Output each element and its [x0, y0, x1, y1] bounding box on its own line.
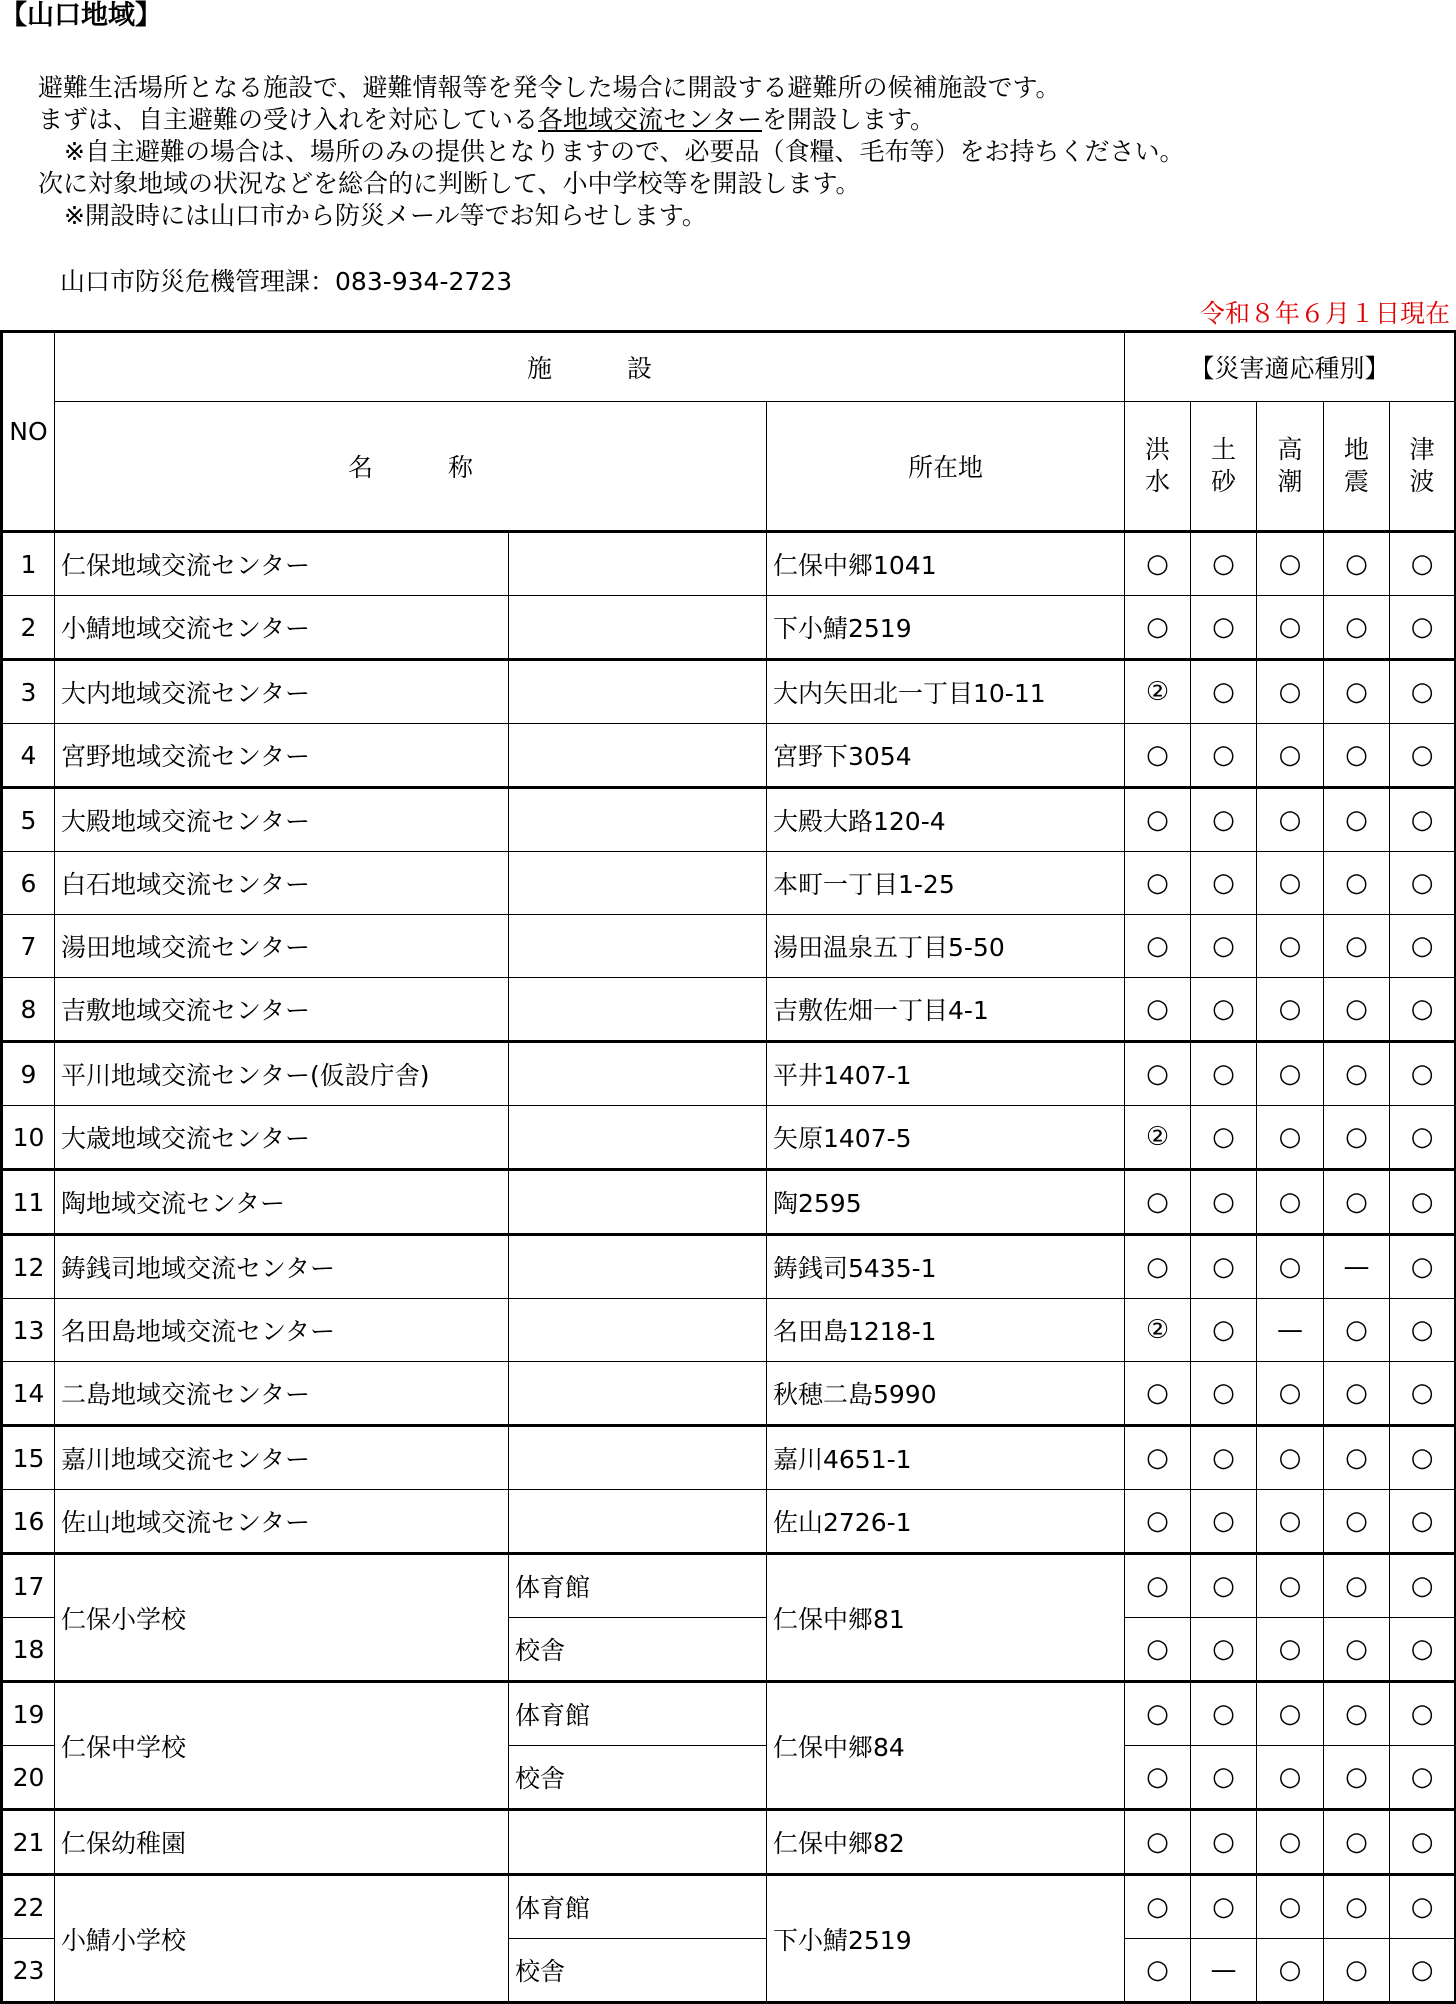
row-number: 22: [2, 1875, 55, 1939]
mark-flood: ○: [1125, 1490, 1191, 1554]
mark-tsunami: ○: [1390, 1810, 1456, 1875]
facility-building: [509, 724, 767, 788]
facility-name: 小鯖地域交流センター: [55, 596, 509, 660]
intro-line-2-post: を開設します。: [762, 105, 936, 134]
table-row: [2, 788, 1456, 852]
header-type-char: 波: [1409, 467, 1435, 496]
mark-storm-surge: —: [1257, 1299, 1324, 1362]
mark-tsunami: ○: [1390, 1554, 1456, 1618]
mark-storm-surge: ○: [1257, 1042, 1324, 1106]
header-type-char: 水: [1145, 467, 1171, 496]
mark-landslide: ○: [1191, 1618, 1257, 1682]
mark-landslide: ○: [1191, 1554, 1257, 1618]
mark-storm-surge: ○: [1257, 1875, 1324, 1939]
header-type-char: 土: [1211, 435, 1237, 464]
facility-building: [509, 1362, 767, 1426]
facility-building: [509, 978, 767, 1042]
mark-flood: ②: [1125, 660, 1191, 724]
table-row: [2, 1426, 1456, 1490]
mark-earthquake: ○: [1324, 1746, 1390, 1810]
mark-tsunami: ○: [1390, 596, 1456, 660]
row-number: 3: [2, 660, 55, 724]
mark-landslide: ○: [1191, 1490, 1257, 1554]
facility-name: 二島地域交流センター: [55, 1362, 509, 1426]
row-number: 19: [2, 1682, 55, 1746]
facility-building: [509, 1490, 767, 1554]
intro-line-3: ※自主避難の場合は、場所のみの提供となりますので、必要品（食糧、毛布等）をお持ちください。: [64, 137, 1185, 166]
facility-name: 陶地域交流センター: [55, 1170, 509, 1235]
mark-tsunami: ○: [1390, 852, 1456, 915]
facility-address: 陶2595: [767, 1170, 1125, 1235]
row-number: 12: [2, 1235, 55, 1299]
facility-address: 下小鯖2519: [767, 596, 1125, 660]
mark-earthquake: ○: [1324, 852, 1390, 915]
mark-earthquake: ○: [1324, 1362, 1390, 1426]
facility-building: [509, 1299, 767, 1362]
row-number: 2: [2, 596, 55, 660]
facility-building: [509, 1810, 767, 1875]
facility-address: 仁保中郷82: [767, 1810, 1125, 1875]
table-row: [2, 1554, 1456, 1618]
mark-storm-surge: ○: [1257, 1939, 1324, 2003]
mark-tsunami: ○: [1390, 1170, 1456, 1235]
facility-address: 大内矢田北一丁目10-11: [767, 660, 1125, 724]
mark-landslide: ○: [1191, 1170, 1257, 1235]
facility-building: [509, 660, 767, 724]
mark-storm-surge: ○: [1257, 1490, 1324, 1554]
mark-flood: ○: [1125, 915, 1191, 978]
shelter-table: [0, 330, 1456, 2004]
header-type-flood: [1125, 402, 1191, 532]
mark-flood: ②: [1125, 1106, 1191, 1170]
facility-building: 体育館: [509, 1554, 767, 1618]
table-row: [2, 1875, 1456, 1939]
mark-landslide: ○: [1191, 852, 1257, 915]
mark-storm-surge: ○: [1257, 1362, 1324, 1426]
mark-landslide: —: [1191, 1939, 1257, 2003]
as-of-date: 令和８年６月１日現在: [1199, 299, 1450, 328]
table-row: [2, 1170, 1456, 1235]
header-disaster-types: 【災害適応種別】: [1125, 332, 1456, 402]
row-number: 14: [2, 1362, 55, 1426]
mark-tsunami: ○: [1390, 788, 1456, 852]
facility-building: 体育館: [509, 1682, 767, 1746]
facility-building: [509, 532, 767, 596]
facility-address: 宮野下3054: [767, 724, 1125, 788]
mark-earthquake: ○: [1324, 1554, 1390, 1618]
header-facility: 施 設: [55, 332, 1125, 402]
mark-flood: ○: [1125, 1554, 1191, 1618]
row-number: 9: [2, 1042, 55, 1106]
header-no: NO: [2, 332, 55, 532]
mark-storm-surge: ○: [1257, 1682, 1324, 1746]
header-type-char: 砂: [1211, 467, 1237, 496]
mark-landslide: ○: [1191, 660, 1257, 724]
facility-building: 校舎: [509, 1746, 767, 1810]
facility-address: 仁保中郷1041: [767, 532, 1125, 596]
header-type-landslide: [1191, 402, 1257, 532]
facility-address: 本町一丁目1-25: [767, 852, 1125, 915]
mark-storm-surge: ○: [1257, 1746, 1324, 1810]
facility-address: 大殿大路120-4: [767, 788, 1125, 852]
mark-flood: ○: [1125, 788, 1191, 852]
facility-address: 下小鯖2519: [767, 1875, 1125, 2003]
table-row: [2, 1235, 1456, 1299]
facility-building: [509, 915, 767, 978]
mark-flood: ○: [1125, 852, 1191, 915]
mark-tsunami: ○: [1390, 1490, 1456, 1554]
table-row: [2, 1682, 1456, 1746]
mark-tsunami: ○: [1390, 1106, 1456, 1170]
mark-landslide: ○: [1191, 1362, 1257, 1426]
facility-name: 佐山地域交流センター: [55, 1490, 509, 1554]
mark-storm-surge: ○: [1257, 724, 1324, 788]
intro-line-2-pre: まずは、自主避難の受け入れを対応している: [38, 105, 539, 134]
mark-earthquake: ○: [1324, 596, 1390, 660]
mark-earthquake: ○: [1324, 1170, 1390, 1235]
mark-earthquake: —: [1324, 1235, 1390, 1299]
intro-link-text: 各地域交流センター: [538, 105, 763, 134]
row-number: 21: [2, 1810, 55, 1875]
facility-building: [509, 596, 767, 660]
table-row: [2, 1106, 1456, 1170]
intro-line-1: 避難生活場所となる施設で、避難情報等を発令した場合に開設する避難所の候補施設です。: [38, 73, 1061, 102]
mark-landslide: ○: [1191, 1042, 1257, 1106]
mark-tsunami: ○: [1390, 1426, 1456, 1490]
mark-tsunami: ○: [1390, 1362, 1456, 1426]
mark-earthquake: ○: [1324, 915, 1390, 978]
row-number: 5: [2, 788, 55, 852]
facility-building: 校舎: [509, 1939, 767, 2003]
mark-earthquake: ○: [1324, 1939, 1390, 2003]
mark-earthquake: ○: [1324, 1490, 1390, 1554]
mark-earthquake: ○: [1324, 1106, 1390, 1170]
row-number: 10: [2, 1106, 55, 1170]
facility-name: 大殿地域交流センター: [55, 788, 509, 852]
mark-earthquake: ○: [1324, 724, 1390, 788]
facility-address: 佐山2726-1: [767, 1490, 1125, 1554]
mark-landslide: ○: [1191, 724, 1257, 788]
mark-earthquake: ○: [1324, 532, 1390, 596]
facility-building: [509, 788, 767, 852]
mark-landslide: ○: [1191, 1426, 1257, 1490]
mark-tsunami: ○: [1390, 532, 1456, 596]
mark-storm-surge: ○: [1257, 1554, 1324, 1618]
row-number: 17: [2, 1554, 55, 1618]
header-type-char: 震: [1344, 467, 1370, 496]
mark-flood: ○: [1125, 532, 1191, 596]
mark-tsunami: ○: [1390, 724, 1456, 788]
facility-address: 名田島1218-1: [767, 1299, 1125, 1362]
mark-landslide: ○: [1191, 1299, 1257, 1362]
mark-earthquake: ○: [1324, 1618, 1390, 1682]
facility-address: 矢原1407-5: [767, 1106, 1125, 1170]
mark-tsunami: ○: [1390, 660, 1456, 724]
table-row: [2, 660, 1456, 724]
row-number: 20: [2, 1746, 55, 1810]
header-type-tsunami: [1390, 402, 1456, 532]
table-row: [2, 1362, 1456, 1426]
mark-landslide: ○: [1191, 1746, 1257, 1810]
facility-address: 仁保中郷84: [767, 1682, 1125, 1810]
row-number: 11: [2, 1170, 55, 1235]
page-title: 【山口地域】: [0, 0, 162, 31]
table-row: [2, 596, 1456, 660]
header-type-storm-surge: [1257, 402, 1324, 532]
mark-flood: ○: [1125, 1235, 1191, 1299]
mark-landslide: ○: [1191, 915, 1257, 978]
facility-building: 校舎: [509, 1618, 767, 1682]
header-name: 名 称: [55, 402, 767, 532]
row-number: 13: [2, 1299, 55, 1362]
row-number: 15: [2, 1426, 55, 1490]
header-type-char: 洪: [1145, 435, 1171, 464]
intro-line-2: [38, 104, 935, 136]
table-row: [2, 1042, 1456, 1106]
mark-earthquake: ○: [1324, 1426, 1390, 1490]
facility-name: 名田島地域交流センター: [55, 1299, 509, 1362]
mark-tsunami: ○: [1390, 1746, 1456, 1810]
row-number: 4: [2, 724, 55, 788]
mark-tsunami: ○: [1390, 1618, 1456, 1682]
contact-info: 山口市防災危機管理課：083-934-2723: [60, 267, 513, 296]
facility-name: 大内地域交流センター: [55, 660, 509, 724]
facility-building: [509, 852, 767, 915]
mark-storm-surge: ○: [1257, 596, 1324, 660]
mark-earthquake: ○: [1324, 660, 1390, 724]
table-row: [2, 1299, 1456, 1362]
table-row: [2, 1810, 1456, 1875]
mark-tsunami: ○: [1390, 1939, 1456, 2003]
row-number: 8: [2, 978, 55, 1042]
header-type-char: 高: [1277, 435, 1303, 464]
mark-storm-surge: ○: [1257, 1426, 1324, 1490]
mark-tsunami: ○: [1390, 915, 1456, 978]
row-number: 23: [2, 1939, 55, 2003]
mark-flood: ○: [1125, 1875, 1191, 1939]
header-type-char: 地: [1344, 435, 1370, 464]
facility-name: 鋳銭司地域交流センター: [55, 1235, 509, 1299]
table-row: [2, 532, 1456, 596]
mark-flood: ○: [1125, 1939, 1191, 2003]
facility-address: 仁保中郷81: [767, 1554, 1125, 1682]
mark-tsunami: ○: [1390, 1299, 1456, 1362]
facility-address: 秋穂二島5990: [767, 1362, 1125, 1426]
mark-flood: ○: [1125, 724, 1191, 788]
facility-name: 平川地域交流センター(仮設庁舎): [55, 1042, 509, 1106]
facility-name: 嘉川地域交流センター: [55, 1426, 509, 1490]
mark-tsunami: ○: [1390, 1682, 1456, 1746]
facility-address: 平井1407-1: [767, 1042, 1125, 1106]
facility-address: 嘉川4651-1: [767, 1426, 1125, 1490]
table-row: [2, 724, 1456, 788]
mark-flood: ○: [1125, 596, 1191, 660]
mark-storm-surge: ○: [1257, 660, 1324, 724]
facility-building: [509, 1106, 767, 1170]
facility-name: 仁保地域交流センター: [55, 532, 509, 596]
mark-earthquake: ○: [1324, 1682, 1390, 1746]
mark-tsunami: ○: [1390, 978, 1456, 1042]
mark-storm-surge: ○: [1257, 1618, 1324, 1682]
mark-flood: ○: [1125, 1042, 1191, 1106]
facility-name: 湯田地域交流センター: [55, 915, 509, 978]
mark-flood: ○: [1125, 1170, 1191, 1235]
facility-name: 小鯖小学校: [55, 1875, 509, 2003]
intro-line-5: ※開設時には山口市から防災メール等でお知らせします。: [64, 201, 707, 230]
facility-address: 鋳銭司5435-1: [767, 1235, 1125, 1299]
facility-address: 吉敷佐畑一丁目4-1: [767, 978, 1125, 1042]
mark-storm-surge: ○: [1257, 978, 1324, 1042]
mark-earthquake: ○: [1324, 788, 1390, 852]
mark-storm-surge: ○: [1257, 1235, 1324, 1299]
facility-address: 湯田温泉五丁目5-50: [767, 915, 1125, 978]
row-number: 6: [2, 852, 55, 915]
mark-flood: ○: [1125, 1682, 1191, 1746]
facility-name: 吉敷地域交流センター: [55, 978, 509, 1042]
mark-flood: ②: [1125, 1299, 1191, 1362]
header-type-char: 潮: [1277, 467, 1303, 496]
mark-flood: ○: [1125, 1362, 1191, 1426]
facility-building: 体育館: [509, 1875, 767, 1939]
facility-building: [509, 1235, 767, 1299]
facility-name: 宮野地域交流センター: [55, 724, 509, 788]
facility-building: [509, 1426, 767, 1490]
mark-landslide: ○: [1191, 1106, 1257, 1170]
table-row: [2, 915, 1456, 978]
mark-storm-surge: ○: [1257, 1106, 1324, 1170]
mark-tsunami: ○: [1390, 1875, 1456, 1939]
row-number: 7: [2, 915, 55, 978]
mark-landslide: ○: [1191, 788, 1257, 852]
mark-landslide: ○: [1191, 596, 1257, 660]
header-type-earthquake: [1324, 402, 1390, 532]
mark-earthquake: ○: [1324, 1875, 1390, 1939]
mark-flood: ○: [1125, 1426, 1191, 1490]
mark-storm-surge: ○: [1257, 788, 1324, 852]
mark-flood: ○: [1125, 1810, 1191, 1875]
mark-earthquake: ○: [1324, 1042, 1390, 1106]
table-row: [2, 978, 1456, 1042]
mark-landslide: ○: [1191, 532, 1257, 596]
facility-building: [509, 1170, 767, 1235]
mark-earthquake: ○: [1324, 1810, 1390, 1875]
facility-name: 仁保中学校: [55, 1682, 509, 1810]
facility-building: [509, 1042, 767, 1106]
mark-tsunami: ○: [1390, 1042, 1456, 1106]
facility-name: 仁保幼稚園: [55, 1810, 509, 1875]
table-row: [2, 852, 1456, 915]
header-address: 所在地: [767, 402, 1125, 532]
header-type-char: 津: [1409, 435, 1435, 464]
mark-storm-surge: ○: [1257, 1810, 1324, 1875]
facility-name: 白石地域交流センター: [55, 852, 509, 915]
mark-storm-surge: ○: [1257, 532, 1324, 596]
mark-tsunami: ○: [1390, 1235, 1456, 1299]
row-number: 1: [2, 532, 55, 596]
facility-name: 大歳地域交流センター: [55, 1106, 509, 1170]
mark-landslide: ○: [1191, 1682, 1257, 1746]
mark-storm-surge: ○: [1257, 915, 1324, 978]
mark-landslide: ○: [1191, 978, 1257, 1042]
mark-landslide: ○: [1191, 1810, 1257, 1875]
mark-earthquake: ○: [1324, 1299, 1390, 1362]
mark-landslide: ○: [1191, 1875, 1257, 1939]
mark-earthquake: ○: [1324, 978, 1390, 1042]
row-number: 16: [2, 1490, 55, 1554]
mark-flood: ○: [1125, 1618, 1191, 1682]
row-number: 18: [2, 1618, 55, 1682]
mark-flood: ○: [1125, 978, 1191, 1042]
facility-name: 仁保小学校: [55, 1554, 509, 1682]
intro-line-4: 次に対象地域の状況などを総合的に判断して、小中学校等を開設します。: [38, 169, 861, 198]
mark-landslide: ○: [1191, 1235, 1257, 1299]
mark-flood: ○: [1125, 1746, 1191, 1810]
table-row: [2, 1490, 1456, 1554]
mark-storm-surge: ○: [1257, 852, 1324, 915]
mark-storm-surge: ○: [1257, 1170, 1324, 1235]
